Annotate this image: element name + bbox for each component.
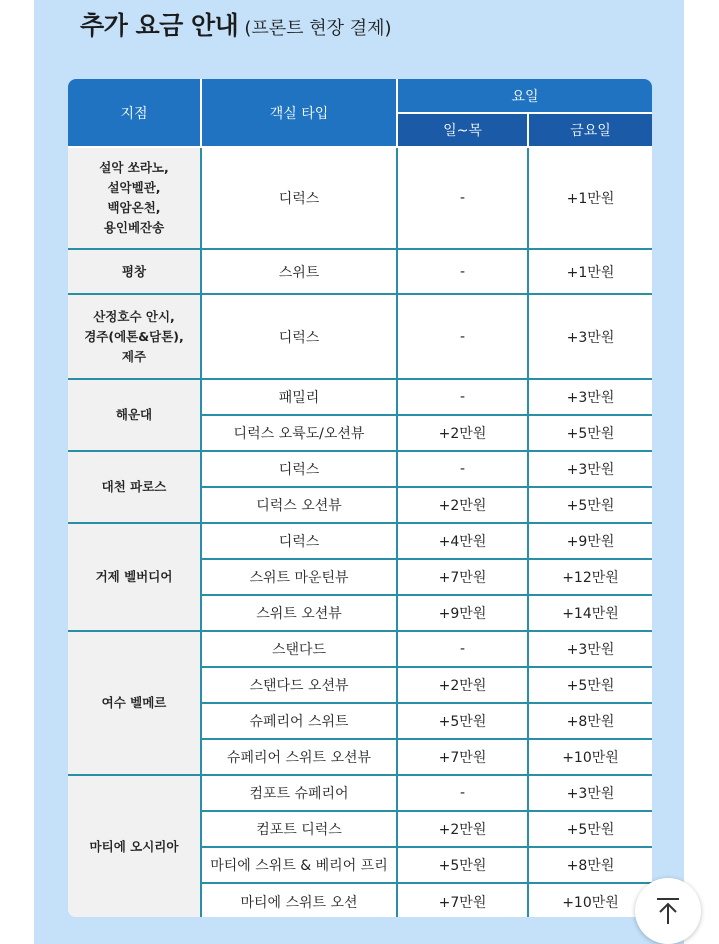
table-body	[68, 147, 652, 917]
friday-price-cell: +14만원	[528, 595, 652, 631]
weekday-price-cell: +4만원	[397, 523, 528, 559]
branch-cell: 평창	[68, 249, 201, 294]
header-friday: 금요일	[528, 113, 652, 147]
friday-price-cell: +3만원	[528, 379, 652, 415]
room-type-cell: 디럭스 오션뷰	[201, 487, 397, 523]
header-day-group: 요일	[397, 79, 652, 113]
header-room-type: 객실 타입	[201, 79, 397, 147]
branch-cell: 해운대	[68, 379, 201, 451]
branch-cell: 거제 벨버디어	[68, 523, 201, 631]
weekday-price-cell: -	[397, 631, 528, 667]
friday-price-cell: +3만원	[528, 775, 652, 811]
friday-price-cell: +10만원	[528, 739, 652, 775]
weekday-price-cell: -	[397, 147, 528, 249]
table-row	[68, 294, 652, 379]
room-type-cell: 스탠다드 오션뷰	[201, 667, 397, 703]
room-type-cell: 슈페리어 스위트 오션뷰	[201, 739, 397, 775]
friday-price-cell: +5만원	[528, 415, 652, 451]
room-type-cell: 스탠다드	[201, 631, 397, 667]
header-weekday: 일~목	[397, 113, 528, 147]
table-row	[68, 147, 652, 249]
friday-price-cell: +5만원	[528, 667, 652, 703]
room-type-cell: 컴포트 슈페리어	[201, 775, 397, 811]
weekday-price-cell: +2만원	[397, 667, 528, 703]
friday-price-cell: +3만원	[528, 451, 652, 487]
room-type-cell: 마티에 스위트 오션	[201, 883, 397, 917]
table-head	[68, 79, 652, 147]
scroll-to-top-button[interactable]	[635, 878, 701, 944]
branch-cell: 산정호수 안시, 경주(에톤&담톤), 제주	[68, 294, 201, 379]
room-type-cell: 슈페리어 스위트	[201, 703, 397, 739]
friday-price-cell: +1만원	[528, 249, 652, 294]
table-row	[68, 631, 652, 667]
weekday-price-cell: +9만원	[397, 595, 528, 631]
room-type-cell: 디럭스	[201, 294, 397, 379]
room-type-cell: 스위트	[201, 249, 397, 294]
room-type-cell: 마티에 스위트 & 베리어 프리	[201, 847, 397, 883]
weekday-price-cell: -	[397, 775, 528, 811]
branch-cell: 마티에 오시리아	[68, 775, 201, 917]
friday-price-cell: +3만원	[528, 294, 652, 379]
surcharge-table-card	[68, 79, 652, 917]
page-title-main: 추가 요금 안내	[80, 11, 239, 40]
weekday-price-cell: +5만원	[397, 703, 528, 739]
friday-price-cell: +3만원	[528, 631, 652, 667]
room-type-cell: 디럭스	[201, 147, 397, 249]
weekday-price-cell: -	[397, 379, 528, 415]
weekday-price-cell: -	[397, 294, 528, 379]
friday-price-cell: +1만원	[528, 147, 652, 249]
table-row	[68, 523, 652, 559]
weekday-price-cell: +7만원	[397, 883, 528, 917]
arrow-up-to-line-icon	[653, 896, 683, 926]
branch-cell: 대천 파로스	[68, 451, 201, 523]
room-type-cell: 디럭스	[201, 451, 397, 487]
room-type-cell: 컴포트 디럭스	[201, 811, 397, 847]
weekday-price-cell: +7만원	[397, 739, 528, 775]
room-type-cell: 스위트 오션뷰	[201, 595, 397, 631]
weekday-price-cell: +2만원	[397, 487, 528, 523]
room-type-cell: 디럭스 오륙도/오션뷰	[201, 415, 397, 451]
weekday-price-cell: +2만원	[397, 415, 528, 451]
friday-price-cell: +10만원	[528, 883, 652, 917]
weekday-price-cell: +7만원	[397, 559, 528, 595]
header-branch: 지점	[68, 79, 201, 147]
weekday-price-cell: -	[397, 249, 528, 294]
friday-price-cell: +8만원	[528, 703, 652, 739]
table-row	[68, 451, 652, 487]
surcharge-table	[68, 79, 652, 917]
table-row	[68, 249, 652, 294]
room-type-cell: 패밀리	[201, 379, 397, 415]
page-title	[80, 6, 392, 40]
room-type-cell: 디럭스	[201, 523, 397, 559]
weekday-price-cell: +2만원	[397, 811, 528, 847]
friday-price-cell: +5만원	[528, 811, 652, 847]
weekday-price-cell: -	[397, 451, 528, 487]
branch-cell: 여수 벨메르	[68, 631, 201, 775]
friday-price-cell: +8만원	[528, 847, 652, 883]
friday-price-cell: +5만원	[528, 487, 652, 523]
page-title-sub: (프론트 현장 결제)	[244, 18, 392, 39]
table-row	[68, 379, 652, 415]
friday-price-cell: +12만원	[528, 559, 652, 595]
branch-cell: 설악 쏘라노, 설악벨관, 백암온천, 용인베잔송	[68, 147, 201, 249]
weekday-price-cell: +5만원	[397, 847, 528, 883]
table-row	[68, 775, 652, 811]
friday-price-cell: +9만원	[528, 523, 652, 559]
room-type-cell: 스위트 마운틴뷰	[201, 559, 397, 595]
